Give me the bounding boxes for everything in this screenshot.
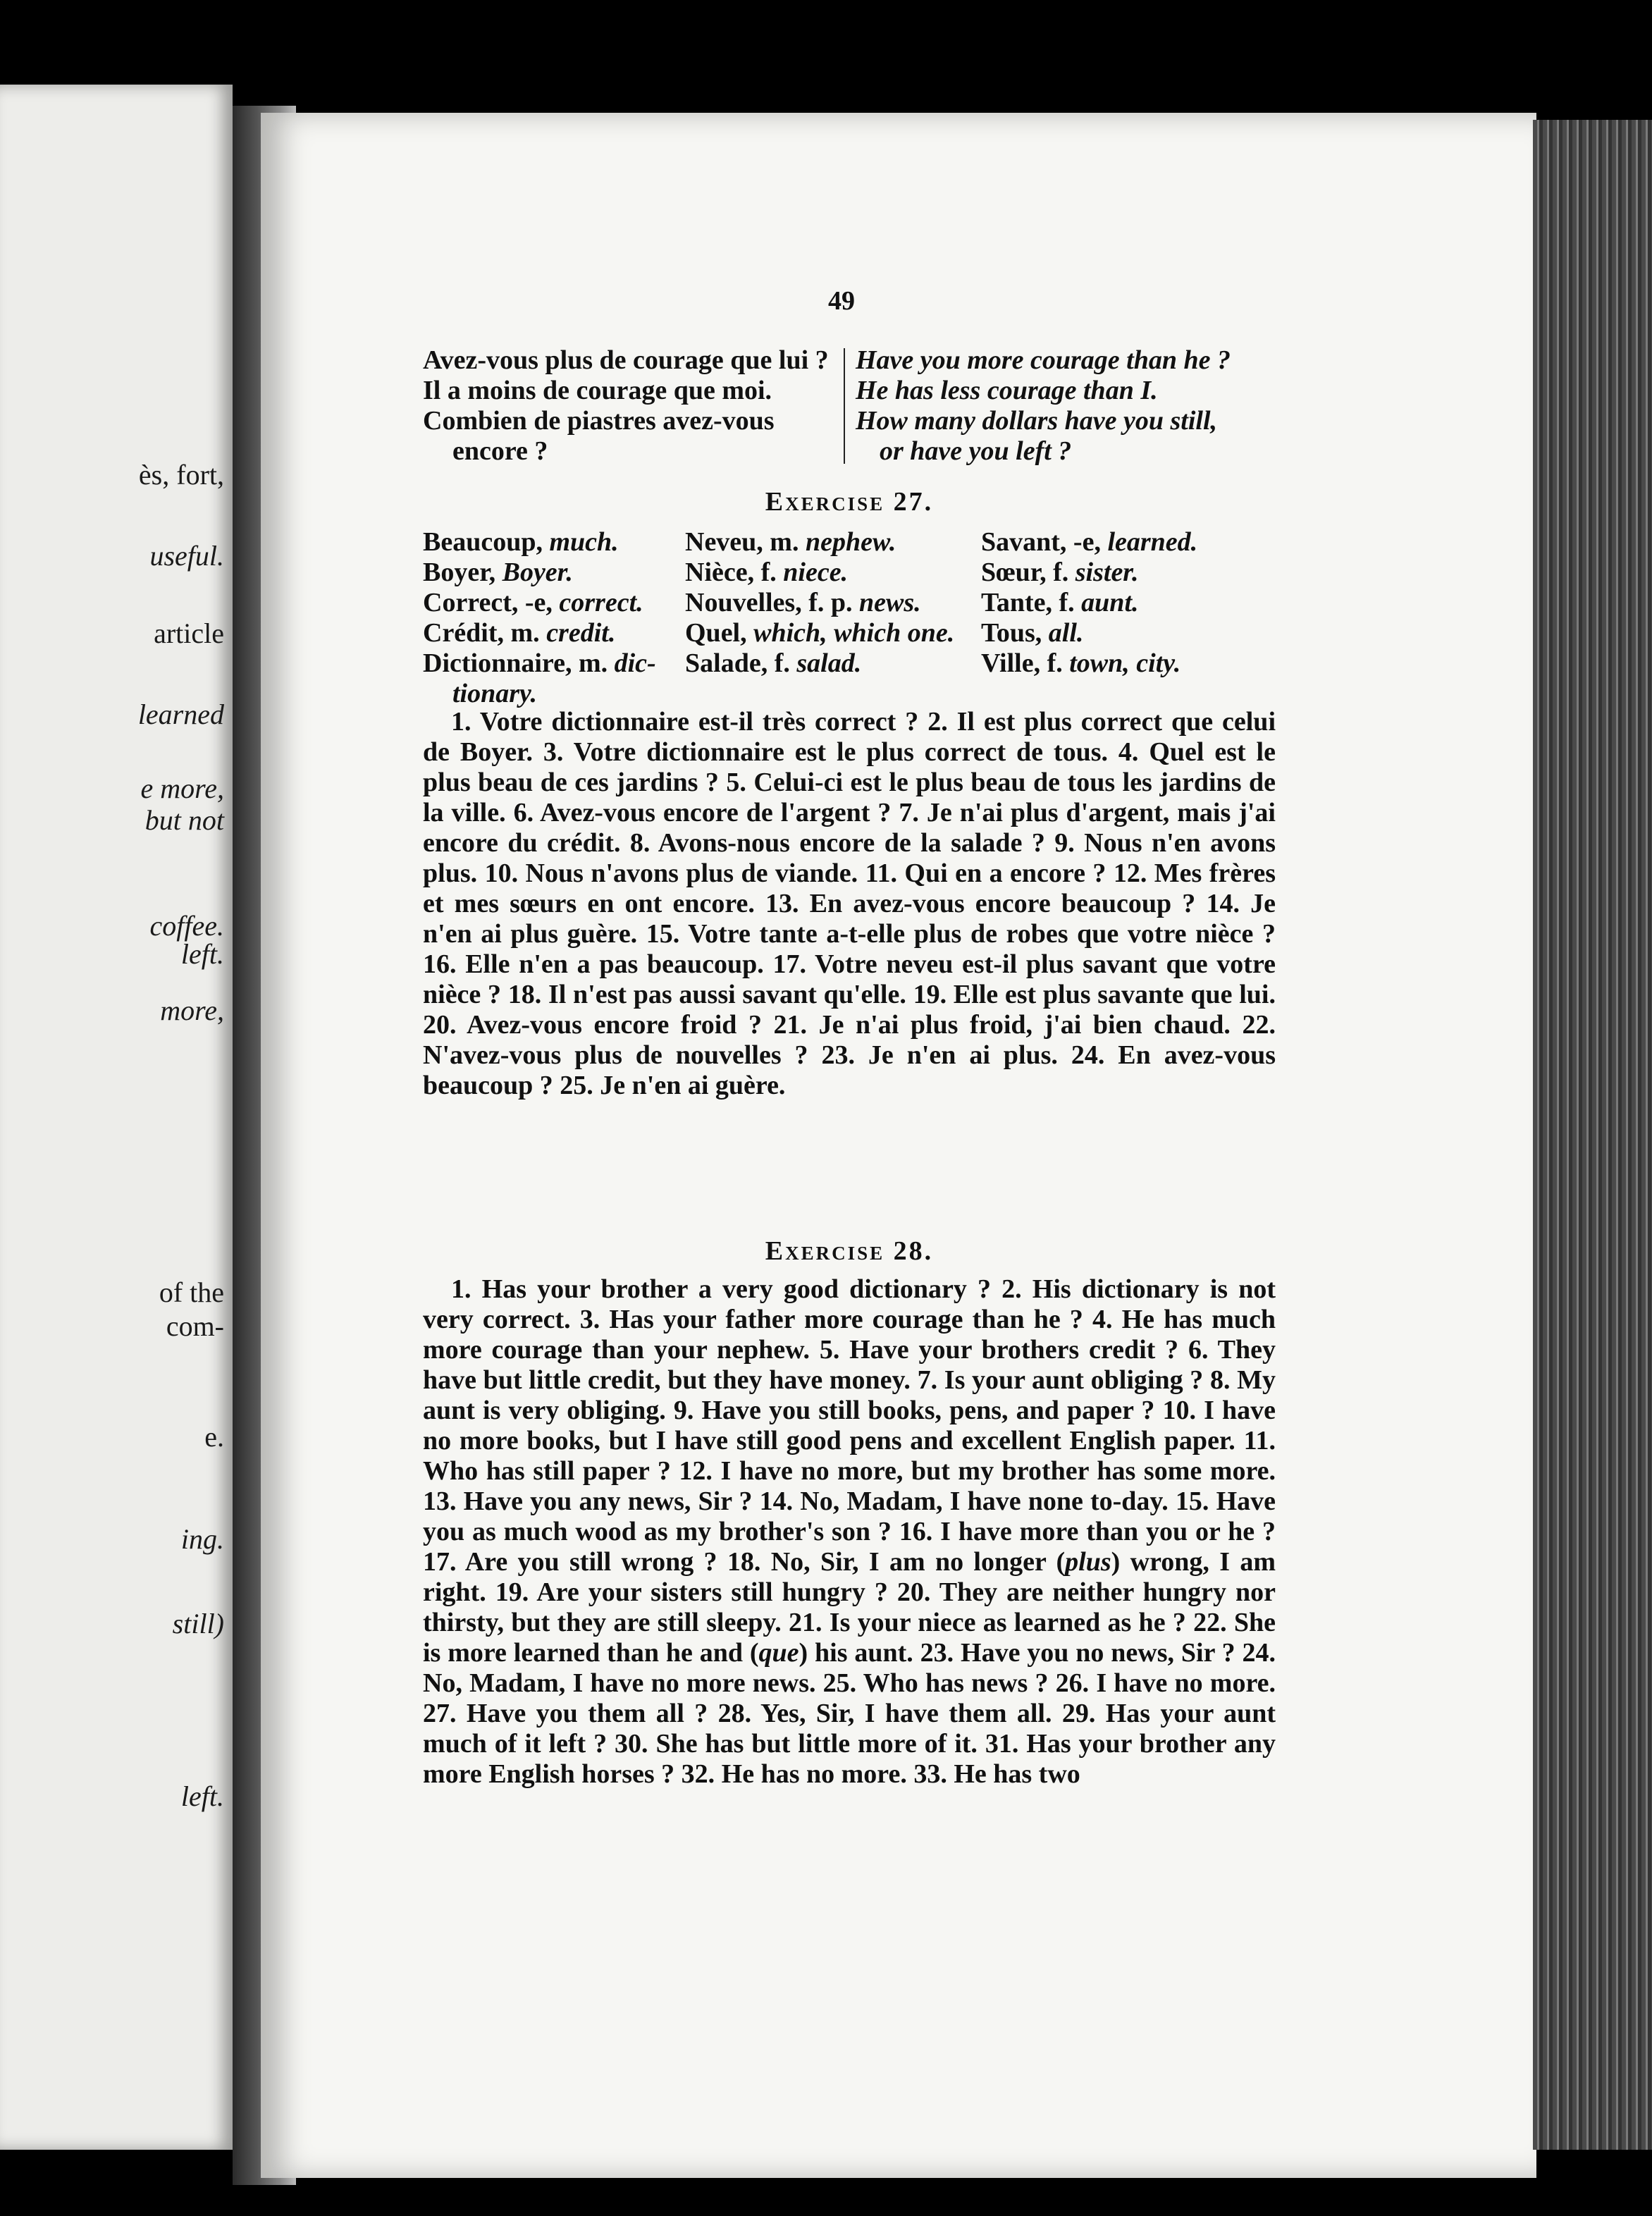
- example-sentences: [423, 345, 1276, 467]
- example-english: He has less courage than I.: [856, 376, 1158, 405]
- vocab-translation: much.: [549, 527, 619, 557]
- left-fragment: ès, fort,: [138, 459, 224, 491]
- vocab-word: Boyer,: [423, 558, 496, 587]
- exercise-28-heading: Exercise 28.: [765, 1236, 934, 1266]
- exercise-28-text-part: ) wrong, I am right. 19. Are your sisters still hungry ? 20. They are neither hungry nor thirsty, but they are still sleepy. 21. Is your niece as learned as he ? 22. She is more learned than he and (: [423, 1547, 1276, 1668]
- vocab-entry: [423, 527, 685, 558]
- vocab-word: Tante, f.: [981, 588, 1075, 617]
- vocab-translation: salad.: [796, 648, 862, 678]
- left-fragment: e more,: [140, 772, 224, 804]
- left-fragment: ing.: [180, 1523, 224, 1555]
- left-fragment: article: [154, 617, 224, 649]
- left-fragment: com-: [166, 1310, 224, 1342]
- vocab-entry: [423, 558, 685, 588]
- example-french: Il a moins de courage que moi.: [423, 376, 772, 405]
- exercise-27-text: [423, 707, 1276, 1101]
- vocab-translation: sister.: [1075, 558, 1139, 587]
- vocab-entry: [685, 679, 981, 709]
- vocab-word: Quel,: [685, 618, 747, 648]
- example-english: or have you left ?: [880, 436, 1072, 466]
- vocab-entry: [981, 588, 1276, 618]
- vocab-entry: [685, 558, 981, 588]
- previous-page-strip: [0, 85, 233, 2150]
- vocab-word: Savant, -e,: [981, 527, 1101, 557]
- example-french: encore ?: [452, 436, 548, 466]
- vocab-word: Nièce, f.: [685, 558, 777, 587]
- vocab-translation: all.: [1048, 618, 1084, 648]
- vocab-entry: [981, 558, 1276, 588]
- exercise-28-text-part: 1. Has your brother a very good dictionary ? 2. His dictionary is not very correct. 3. Has your father more courage than he ? 4. He has much more courage than your nephew. 5. Have your brothers credit ? 6. They have but little credit, but they have money. 7. Is your aunt obliging ? 8. My aunt is very obliging. 9. Have you still books, pens, and paper ? 10. I have no more books, but I have still good pens and excellent English paper. 11. Who has still paper ? 12. I have no more, but my brother has some more. 13. Have you any news, Sir ? 14. No, Madam, I have none to-day. 15. Have you as much wood as my brother's son ? 16. I have more than you or he ? 17. Are you still wrong ? 18. No, Sir, I am no longer (: [423, 1274, 1276, 1577]
- vocab-entry: [685, 588, 981, 618]
- exercise-28-text: [423, 1274, 1276, 1790]
- vocab-word: Dictionnaire, m.: [423, 648, 608, 678]
- vocabulary-list: [423, 527, 1276, 709]
- left-fragment: coffee.: [149, 910, 224, 942]
- vocab-translation: niece.: [783, 558, 849, 587]
- left-fragment: e.: [204, 1421, 224, 1453]
- left-fragment: left.: [180, 938, 224, 970]
- vocab-word: Ville, f.: [981, 648, 1063, 678]
- left-fragment: useful.: [149, 540, 224, 572]
- vocab-word: Correct, -e,: [423, 588, 553, 617]
- exercise-28-paragraph: [423, 1274, 1276, 1790]
- vocab-translation: dic-: [614, 648, 656, 678]
- vocab-translation: tionary.: [452, 679, 537, 708]
- exercise-28-emphasis: plus: [1065, 1547, 1111, 1577]
- vocab-word: Crédit, m.: [423, 618, 540, 648]
- example-french: Avez-vous plus de courage que lui ?: [423, 345, 829, 375]
- left-fragment: more,: [160, 995, 224, 1026]
- vocab-word: Neveu, m.: [685, 527, 799, 557]
- left-fragment: but not: [144, 804, 224, 836]
- vocab-entry: [685, 618, 981, 648]
- exercise-28-emphasis: que: [758, 1638, 799, 1668]
- left-fragment: learned: [137, 698, 224, 730]
- vocab-translation: news.: [859, 588, 921, 617]
- exercise-27-paragraph: 1. Votre dictionnaire est-il très correct ? 2. Il est plus correct que celui de Boyer. 3. Votre dictionnaire est le plus correct de tous. 4. Quel est le plus beau de ces jardins ? 5. Celui-ci est le plus beau de tous les jardins de la ville. 6. Avez-vous encore de l'argent ? 7. Je n'ai plus d'argent, mais j'ai encore du crédit. 8. Avons-nous encore de la salade ? 9. Nous n'en avons plus. 10. Nous n'avons plus de viande. 11. Qui en a encore ? 12. Mes frères et mes sœurs en ont encore. 13. En avez-vous encore beaucoup ? 14. Je n'en ai plus guère. 15. Votre tante a-t-elle plus de robes que votre nièce ? 16. Elle n'en a pas beaucoup. 17. Votre neveu est-il plus savant que votre nièce ? 18. Il n'est pas aussi savant qu'elle. 19. Elle est plus savante que lui. 20. Avez-vous encore froid ? 21. Je n'ai plus froid, j'ai bien chaud. 22. N'avez-vous plus de nouvelles ? 23. Je n'en ai plus. 24. En avez-vous beaucoup ? 25. Je n'en ai guère.: [423, 707, 1276, 1100]
- vocab-entry: [981, 527, 1276, 558]
- left-fragment: still): [172, 1608, 224, 1639]
- vocab-entry: [981, 679, 1276, 709]
- left-fragment: left.: [180, 1780, 224, 1812]
- left-fragment: of the: [159, 1276, 224, 1308]
- vocab-translation: nephew.: [805, 527, 896, 557]
- column-divider: [844, 348, 846, 464]
- vocab-word: Salade, f.: [685, 648, 790, 678]
- vocab-word: Beaucoup,: [423, 527, 543, 557]
- vocab-entry: [423, 648, 685, 679]
- example-english: Have you more courage than he ?: [856, 345, 1231, 375]
- vocab-entry: [423, 679, 685, 709]
- vocab-entry: [423, 618, 685, 648]
- vocab-entry: [981, 618, 1276, 648]
- vocab-entry: [981, 648, 1276, 679]
- vocab-translation: Boyer.: [502, 558, 573, 587]
- vocab-translation: credit.: [546, 618, 616, 648]
- vocab-entry: [685, 648, 981, 679]
- vocab-word: Tous,: [981, 618, 1042, 648]
- vocab-translation: correct.: [559, 588, 643, 617]
- vocab-translation: town, city.: [1069, 648, 1181, 678]
- exercise-27-heading: Exercise 27.: [765, 487, 934, 517]
- vocab-entry: [685, 527, 981, 558]
- example-english: How many dollars have you still,: [856, 406, 1218, 436]
- page-number: 49: [828, 286, 855, 316]
- page-edges: [1533, 120, 1652, 2150]
- vocab-translation: which, which one.: [753, 618, 955, 648]
- vocab-translation: learned.: [1107, 527, 1198, 557]
- vocab-word: Sœur, f.: [981, 558, 1069, 587]
- exercise-28-text-part: ) his aunt. 23. Have you no news, Sir ? 24. No, Madam, I have no more news. 25. Who has news ? 26. I have no more. 27. Have you them all ? 28. Yes, Sir, I have them all. 29. Has your aunt much of it left ? 30. She has but little more of it. 31. Has your brother any more English horses ? 32. He has no more. 33. He has two: [423, 1638, 1276, 1789]
- vocab-word: Nouvelles, f. p.: [685, 588, 853, 617]
- vocab-entry: [423, 588, 685, 618]
- vocab-translation: aunt.: [1081, 588, 1139, 617]
- example-french: Combien de piastres avez-vous: [423, 406, 775, 436]
